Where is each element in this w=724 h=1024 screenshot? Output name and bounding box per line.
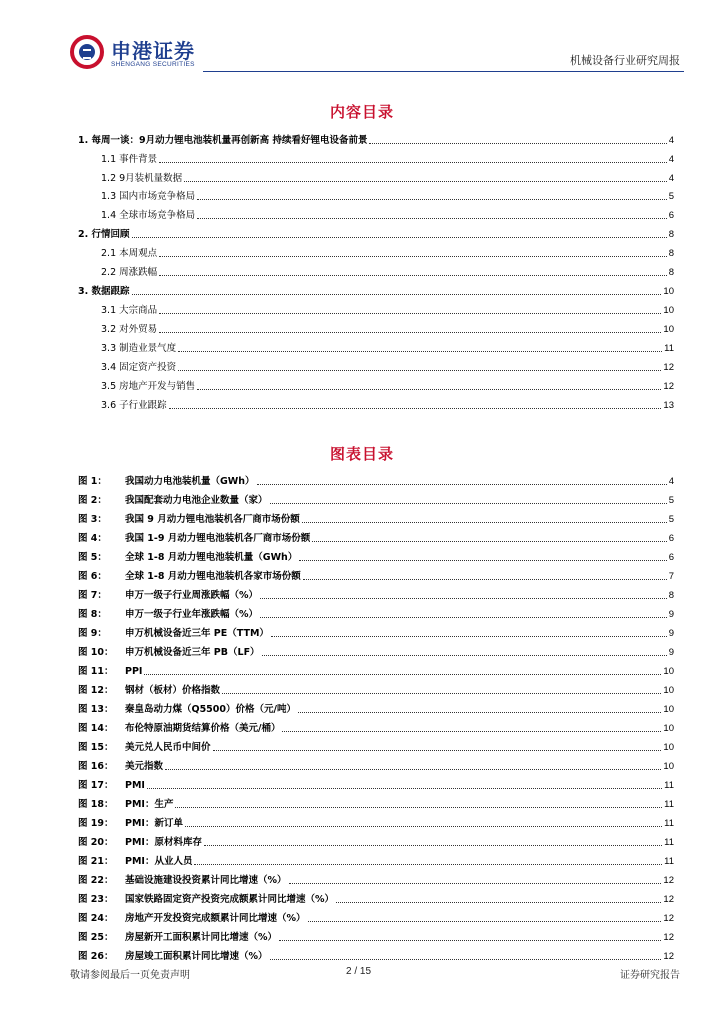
figure-number: 图 16：: [78, 761, 114, 772]
toc-leader: [271, 636, 667, 637]
figure-label: 美元指数: [125, 761, 164, 772]
toc-entry-page: 5: [668, 191, 674, 202]
figure-label: 申万一级子行业周涨跌幅（%）: [125, 590, 259, 601]
figure-label: PMI：新订单: [125, 818, 183, 829]
figure-page: 10: [663, 723, 674, 734]
toc-leader: [312, 541, 666, 542]
toc-leader: [369, 143, 666, 144]
toc-leader: [197, 199, 667, 200]
toc-entry[interactable]: [101, 341, 674, 355]
toc-leader: [270, 503, 667, 504]
logo-chinese-name: 申港证券: [111, 39, 195, 63]
figure-number: 图 19：: [78, 818, 114, 829]
figure-entry[interactable]: [78, 493, 674, 507]
toc-entry-label: 1.2 9月装机量数据: [101, 173, 183, 184]
figure-entry[interactable]: [78, 721, 674, 735]
figure-entry[interactable]: [78, 873, 674, 887]
toc-leader: [260, 617, 667, 618]
figure-entry[interactable]: [78, 645, 674, 659]
figure-page: 12: [663, 951, 674, 962]
figure-label: 房地产开发投资完成额累计同比增速（%）: [125, 913, 306, 924]
figure-entry[interactable]: [78, 778, 674, 792]
figure-page: 11: [664, 818, 674, 829]
toc-entry-page: 13: [663, 400, 674, 411]
figure-page: 12: [663, 894, 674, 905]
toc-entry[interactable]: [101, 379, 674, 393]
figure-entry[interactable]: [78, 626, 674, 640]
figure-number: 图 14：: [78, 723, 114, 734]
figure-page: 12: [663, 913, 674, 924]
footer-page-number: 2 / 15: [346, 966, 372, 977]
toc-entry-label: 1.1 事件背景: [101, 154, 158, 165]
toc-leader: [270, 959, 662, 960]
toc-entry[interactable]: [101, 246, 674, 260]
figure-number: 图 22：: [78, 875, 114, 886]
figure-number: 图 3：: [78, 514, 107, 525]
figure-entry[interactable]: [78, 474, 674, 488]
toc-entry-page: 4: [668, 135, 674, 146]
figure-page: 12: [663, 932, 674, 943]
figure-label: PMI：从业人员: [125, 856, 193, 867]
toc-entry-label: 2.1 本周观点: [101, 248, 158, 259]
toc-entry[interactable]: [101, 360, 674, 374]
toc-entry-label: 1.4 全球市场竞争格局: [101, 210, 196, 221]
toc-leader: [260, 598, 667, 599]
toc-entry-page: 11: [664, 343, 674, 354]
toc-leader: [257, 484, 667, 485]
toc-leader: [302, 522, 667, 523]
figure-number: 图 8：: [78, 609, 107, 620]
toc-entry-page: 8: [668, 267, 674, 278]
figure-page: 4: [668, 476, 674, 487]
figure-entry[interactable]: [78, 702, 674, 716]
toc-leader: [159, 332, 661, 333]
figures-title: 图表目录: [329, 445, 394, 463]
figure-label: 全球 1-8 月动力锂电池装机量（GWh）: [125, 552, 298, 563]
toc-entry[interactable]: [101, 398, 674, 412]
toc-leader: [222, 693, 661, 694]
toc-entry-page: 12: [663, 362, 674, 373]
logo-english-name: SHENGANG SECURITIES: [111, 61, 195, 68]
figure-number: 图 12：: [78, 685, 114, 696]
toc-leader: [282, 731, 661, 732]
figure-number: 图 7：: [78, 590, 107, 601]
toc-leader: [299, 560, 666, 561]
figure-entry[interactable]: [78, 949, 674, 963]
toc-entry-label: 3.2 对外贸易: [101, 324, 158, 335]
toc-entry-label: 3.4 固定资产投资: [101, 362, 177, 373]
figure-page: 8: [668, 590, 674, 601]
toc-entry-label: 2. 行情回顾: [78, 229, 130, 240]
contents-title: 内容目录: [329, 103, 394, 121]
toc-entry[interactable]: [101, 189, 674, 203]
figure-number: 图 18：: [78, 799, 114, 810]
figure-entry[interactable]: [78, 816, 674, 830]
toc-leader: [197, 389, 661, 390]
toc-leader: [144, 674, 661, 675]
figure-number: 图 2：: [78, 495, 107, 506]
figure-label: PMI：原材料库存: [125, 837, 202, 848]
report-type-title: 机械设备行业研究周报: [570, 54, 680, 67]
figure-label: 国家铁路固定资产投资完成额累计同比增速（%）: [125, 894, 335, 905]
toc-entry-page: 8: [668, 248, 674, 259]
toc-leader: [262, 655, 667, 656]
toc-leader: [204, 845, 662, 846]
figure-label: 我国配套动力电池企业数量（家）: [125, 495, 268, 506]
figure-page: 10: [663, 666, 674, 677]
figure-page: 9: [668, 628, 674, 639]
toc-leader: [336, 902, 661, 903]
toc-entry[interactable]: [101, 208, 674, 222]
figure-page: 6: [668, 533, 674, 544]
figure-entry[interactable]: [78, 759, 674, 773]
figure-label: 房屋新开工面积累计同比增速（%）: [125, 932, 278, 943]
toc-leader: [165, 769, 661, 770]
figure-label: 申万机械设备近三年 PB（LF）: [125, 647, 260, 658]
figure-page: 5: [668, 495, 674, 506]
figure-number: 图 23：: [78, 894, 114, 905]
figure-entry[interactable]: [78, 588, 674, 602]
figure-page: 10: [663, 761, 674, 772]
figure-page: 6: [668, 552, 674, 563]
toc-leader: [184, 181, 667, 182]
figure-page: 12: [663, 875, 674, 886]
toc-leader: [159, 256, 667, 257]
toc-entry[interactable]: [78, 284, 674, 298]
figure-page: 11: [664, 799, 674, 810]
figure-label: 我国动力电池装机量（GWh）: [125, 476, 255, 487]
figure-label: 钢材（板材）价格指数: [125, 685, 221, 696]
toc-entry-page: 6: [668, 210, 674, 221]
toc-entry-page: 8: [668, 229, 674, 240]
figure-number: 图 5：: [78, 552, 107, 563]
toc-entry-label: 1. 每周一谈：9月动力锂电池装机量再创新高 持续看好锂电设备前景: [78, 135, 368, 146]
footer-disclaimer: 敬请参阅最后一页免责声明: [70, 970, 190, 981]
figure-number: 图 25：: [78, 932, 114, 943]
toc-entry[interactable]: [101, 322, 674, 336]
figure-page: 7: [668, 571, 674, 582]
toc-entry[interactable]: [101, 265, 674, 279]
figure-number: 图 6：: [78, 571, 107, 582]
figure-label: 申万机械设备近三年 PE（TTM）: [125, 628, 269, 639]
toc-leader: [213, 750, 662, 751]
figure-page: 9: [668, 647, 674, 658]
figure-number: 图 15：: [78, 742, 114, 753]
header-divider: [203, 71, 684, 72]
toc-entry-label: 1.3 国内市场竞争格局: [101, 191, 196, 202]
figure-number: 图 13：: [78, 704, 114, 715]
toc-entry[interactable]: [78, 133, 674, 147]
figure-entry[interactable]: [78, 607, 674, 621]
figure-entry[interactable]: [78, 683, 674, 697]
figure-page: 9: [668, 609, 674, 620]
toc-leader: [147, 788, 662, 789]
figure-entry[interactable]: [78, 835, 674, 849]
figure-number: 图 26：: [78, 951, 114, 962]
toc-leader: [308, 921, 662, 922]
figure-page: 11: [664, 780, 674, 791]
figure-number: 图 17：: [78, 780, 114, 791]
toc-entry-page: 10: [663, 286, 674, 297]
figure-number: 图 24：: [78, 913, 114, 924]
toc-leader: [132, 237, 667, 238]
figure-entry[interactable]: [78, 569, 674, 583]
figure-label: 我国 1-9 月动力锂电池装机各厂商市场份额: [125, 533, 311, 544]
toc-leader: [178, 370, 661, 371]
toc-leader: [303, 579, 667, 580]
toc-entry-label: 3.3 制造业景气度: [101, 343, 177, 354]
figure-label: 全球 1-8 月动力锂电池装机各家市场份额: [125, 571, 301, 582]
toc-leader: [159, 313, 661, 314]
figure-number: 图 4：: [78, 533, 107, 544]
toc-entry[interactable]: [101, 171, 674, 185]
figure-number: 图 11：: [78, 666, 114, 677]
toc-leader: [298, 712, 661, 713]
figure-number: 图 20：: [78, 837, 114, 848]
figure-entry[interactable]: [78, 854, 674, 868]
toc-entry-label: 3.6 子行业跟踪: [101, 400, 167, 411]
toc-entry[interactable]: [78, 227, 674, 241]
figure-number: 图 1：: [78, 476, 107, 487]
toc-leader: [159, 162, 667, 163]
figure-label: 我国 9 月动力锂电池装机各厂商市场份额: [125, 514, 300, 525]
figure-entry[interactable]: [78, 797, 674, 811]
toc-leader: [185, 826, 662, 827]
figure-entry[interactable]: [78, 531, 674, 545]
figure-entry[interactable]: [78, 930, 674, 944]
figure-entry[interactable]: [78, 911, 674, 925]
toc-leader: [159, 275, 667, 276]
figure-number: 图 10：: [78, 647, 114, 658]
company-logo: [70, 35, 220, 75]
figure-page: 10: [663, 742, 674, 753]
toc-entry-label: 2.2 周涨跌幅: [101, 267, 158, 278]
toc-entry-label: 3.1 大宗商品: [101, 305, 158, 316]
toc-entry[interactable]: [101, 152, 674, 166]
toc-leader: [279, 940, 661, 941]
figure-label: PMI: [125, 780, 145, 791]
figure-label: 美元兑人民币中间价: [125, 742, 211, 753]
figure-entry[interactable]: [78, 512, 674, 526]
toc-leader: [194, 864, 662, 865]
figure-page: 11: [664, 856, 674, 867]
figure-label: 布伦特原油期货结算价格（美元/桶）: [125, 723, 281, 734]
figure-number: 图 21：: [78, 856, 114, 867]
toc-entry-label: 3.5 房地产开发与销售: [101, 381, 196, 392]
figure-label: 房屋竣工面积累计同比增速（%）: [125, 951, 268, 962]
figure-entry[interactable]: [78, 664, 674, 678]
toc-entry-page: 4: [668, 154, 674, 165]
figure-number: 图 9：: [78, 628, 107, 639]
toc-entry-label: 3. 数据跟踪: [78, 286, 130, 297]
figure-entry[interactable]: [78, 740, 674, 754]
footer-report-label: 证券研究报告: [620, 970, 680, 981]
toc-leader: [132, 294, 662, 295]
figure-page: 10: [663, 685, 674, 696]
toc-leader: [197, 218, 667, 219]
toc-entry-page: 4: [668, 173, 674, 184]
toc-entry-page: 10: [663, 324, 674, 335]
figure-label: 秦皇岛动力煤（Q5500）价格（元/吨）: [125, 704, 296, 715]
logo-emblem-icon: [70, 35, 104, 69]
toc-entry-page: 12: [663, 381, 674, 392]
figure-page: 11: [664, 837, 674, 848]
figure-label: 申万一级子行业年涨跌幅（%）: [125, 609, 259, 620]
figure-label: PMI：生产: [125, 799, 174, 810]
figure-page: 5: [668, 514, 674, 525]
toc-leader: [178, 351, 662, 352]
figure-label: PPI: [125, 666, 143, 677]
toc-entry-page: 10: [663, 305, 674, 316]
toc-leader: [289, 883, 662, 884]
toc-leader: [175, 807, 662, 808]
toc-leader: [169, 408, 662, 409]
toc-entry[interactable]: [101, 303, 674, 317]
figure-label: 基础设施建设投资累计同比增速（%）: [125, 875, 287, 886]
figure-page: 10: [663, 704, 674, 715]
figure-entry[interactable]: [78, 550, 674, 564]
figure-entry[interactable]: [78, 892, 674, 906]
